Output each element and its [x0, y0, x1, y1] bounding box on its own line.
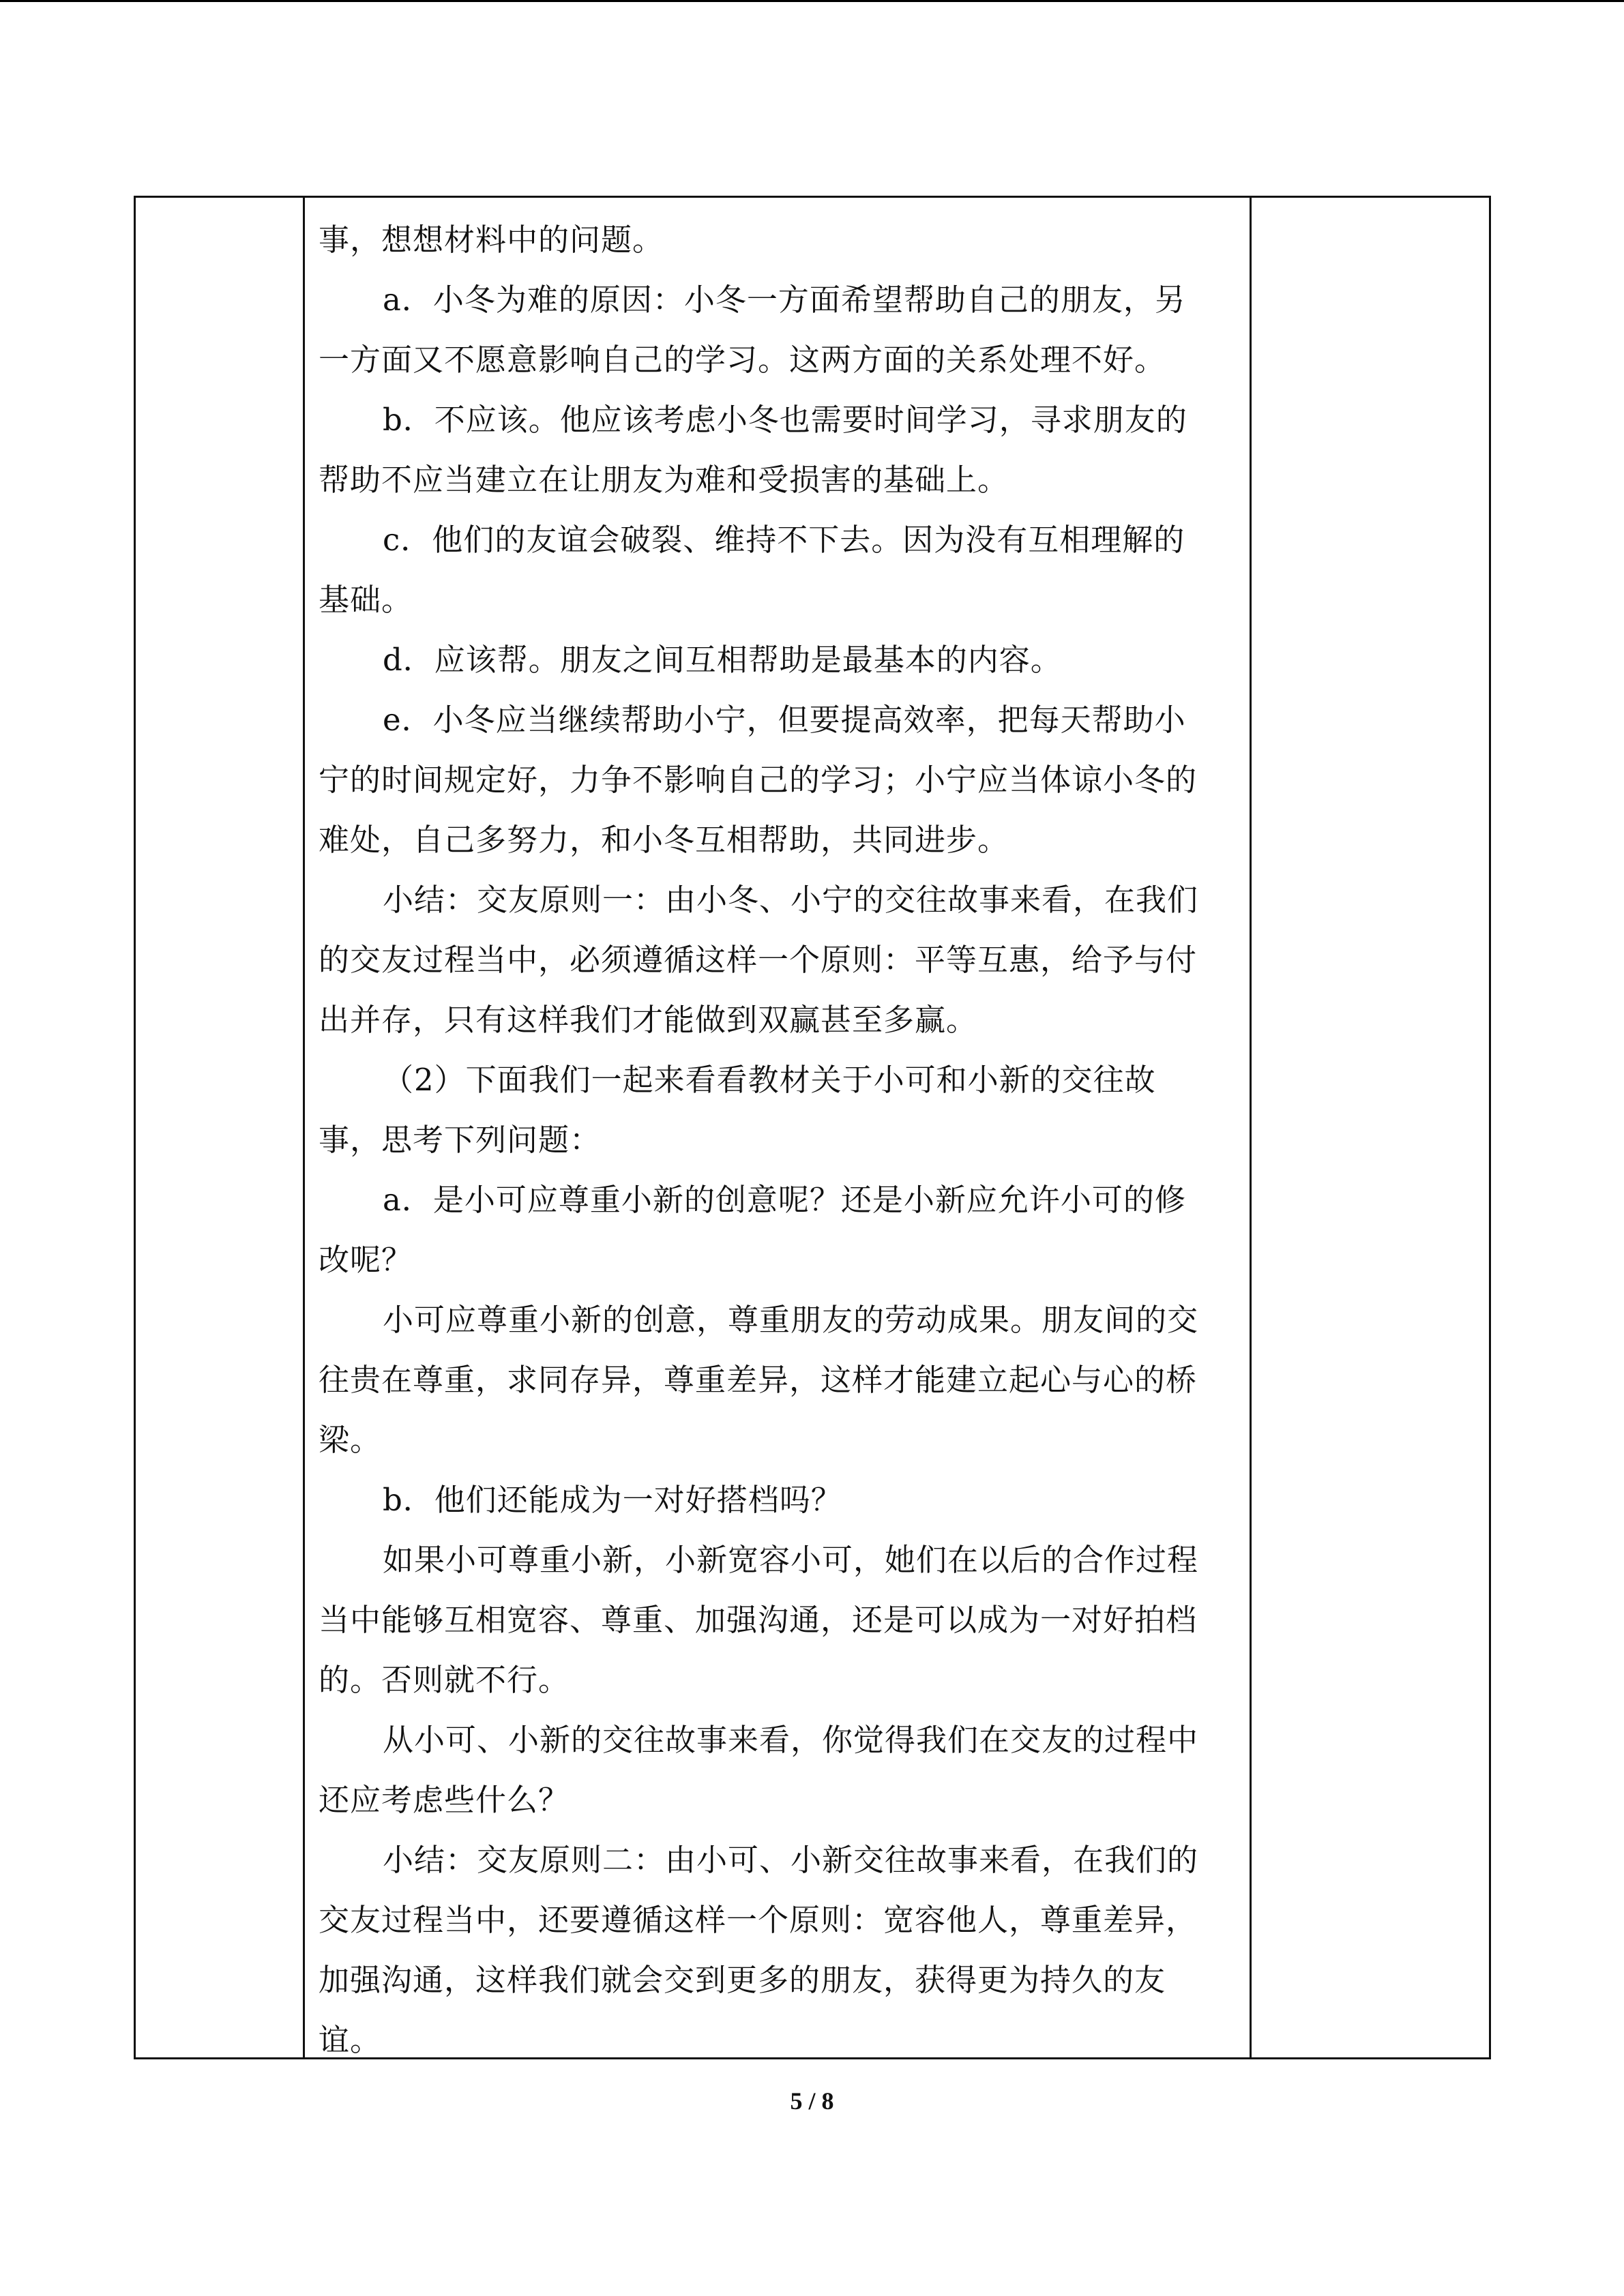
text-line: 难处，自己多努力，和小冬互相帮助，共同进步。 [319, 822, 1009, 858]
lesson-table [134, 196, 1491, 2059]
text-line: e．小冬应当继续帮助小宁，但要提高效率，把每天帮助小 [383, 702, 1186, 738]
text-line: 小结：交友原则一：由小冬、小宁的交往故事来看，在我们 [383, 882, 1199, 918]
text-line: 从小可、小新的交往故事来看，你觉得我们在交友的过程中 [383, 1722, 1199, 1758]
text-line: 事，想想材料中的问题。 [319, 222, 664, 258]
lesson-content-cell [319, 210, 1232, 2070]
text-line: 的。否则就不行。 [319, 1662, 570, 1698]
text-line: d．应该帮。朋友之间互相帮助是最基本的内容。 [383, 642, 1062, 678]
page-number: 5 / 8 [790, 2087, 834, 2115]
column-divider-left [303, 198, 305, 2057]
text-line: a．小冬为难的原因：小冬一方面希望帮助自己的朋友，另 [383, 282, 1186, 318]
top-border-rule [0, 0, 1624, 2]
text-line: 出并存，只有这样我们才能做到双赢甚至多赢。 [319, 1002, 978, 1038]
text-line: 改呢？ [319, 1242, 413, 1278]
text-line: 小结：交友原则二：由小可、小新交往故事来看，在我们的 [383, 1842, 1199, 1878]
column-divider-right [1250, 198, 1252, 2057]
text-line: 帮助不应当建立在让朋友为难和受损害的基础上。 [319, 462, 1009, 498]
text-line: b．他们还能成为一对好搭档吗？ [383, 1482, 842, 1518]
text-line: （2）下面我们一起来看看教材关于小可和小新的交往故 [383, 1062, 1156, 1098]
text-line: 的交友过程当中，必须遵循这样一个原则：平等互惠，给予与付 [319, 942, 1198, 978]
text-line: 往贵在尊重，求同存异，尊重差异，这样才能建立起心与心的桥 [319, 1362, 1198, 1398]
text-line: 谊。 [319, 2022, 382, 2058]
text-line: a．是小可应尊重小新的创意呢？还是小新应允许小可的修 [383, 1182, 1186, 1218]
text-line: 加强沟通，这样我们就会交到更多的朋友，获得更为持久的友 [319, 1962, 1166, 1998]
text-line: 一方面又不愿意影响自己的学习。这两方面的关系处理不好。 [319, 342, 1166, 378]
text-line: 基础。 [319, 582, 413, 618]
text-line: c．他们的友谊会破裂、维持不下去。因为没有互相理解的 [383, 522, 1185, 558]
text-line: 当中能够互相宽容、尊重、加强沟通，还是可以成为一对好拍档 [319, 1602, 1198, 1638]
text-line: 如果小可尊重小新，小新宽容小可，她们在以后的合作过程 [383, 1542, 1199, 1578]
text-line: 梁。 [319, 1422, 382, 1458]
text-line: 事，思考下列问题： [319, 1122, 602, 1158]
text-line: 还应考虑些什么？ [319, 1782, 570, 1818]
text-line: 宁的时间规定好，力争不影响自己的学习；小宁应当体谅小冬的 [319, 762, 1198, 798]
text-line: b．不应该。他应该考虑小冬也需要时间学习，寻求朋友的 [383, 402, 1187, 438]
text-line: 小可应尊重小新的创意，尊重朋友的劳动成果。朋友间的交 [383, 1302, 1199, 1338]
text-line: 交友过程当中，还要遵循这样一个原则：宽容他人，尊重差异， [319, 1902, 1198, 1938]
